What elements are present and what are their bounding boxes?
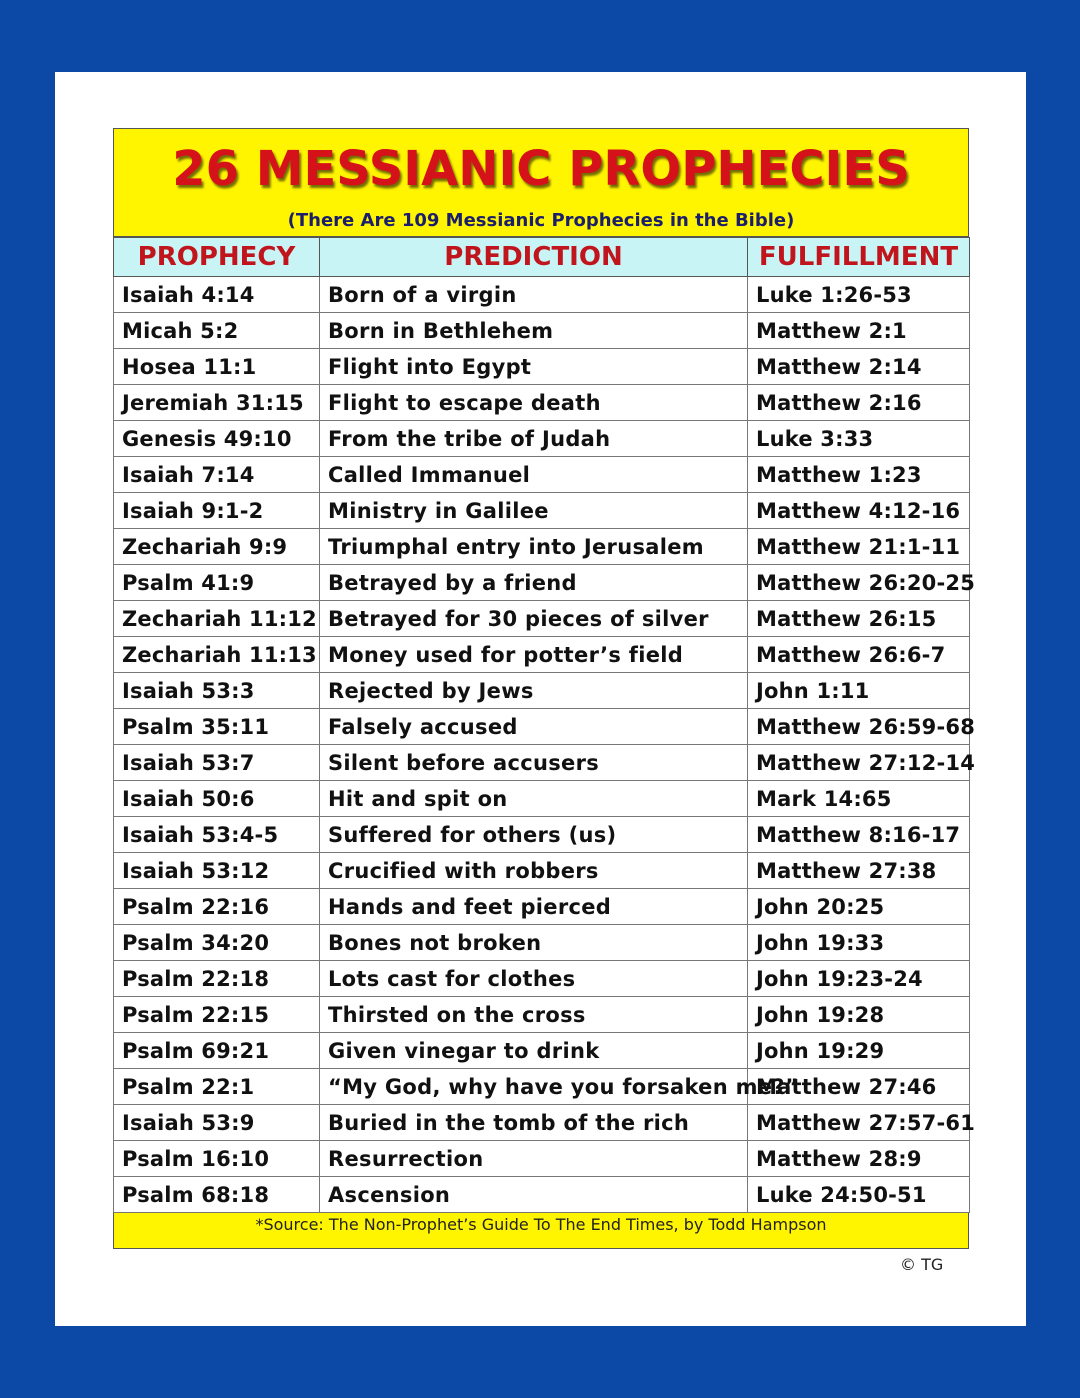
prediction-cell: Lots cast for clothes [320,961,748,997]
fulfillment-cell: John 19:33 [748,925,970,961]
fulfillment-cell: John 19:29 [748,1033,970,1069]
prediction-cell: “My God, why have you forsaken me?” [320,1069,748,1105]
prophecy-cell: Psalm 35:11 [114,709,320,745]
prophecy-cell: Micah 5:2 [114,313,320,349]
prediction-cell: Silent before accusers [320,745,748,781]
prophecy-cell: Genesis 49:10 [114,421,320,457]
fulfillment-cell: Mark 14:65 [748,781,970,817]
prediction-cell: Called Immanuel [320,457,748,493]
prophecy-cell: Psalm 69:21 [114,1033,320,1069]
table-row [114,817,970,853]
column-header-fulfillment: FULFILLMENT [748,238,970,277]
prophecy-cell: Hosea 11:1 [114,349,320,385]
prophecy-cell: Zechariah 9:9 [114,529,320,565]
table-row [114,601,970,637]
table-row [114,637,970,673]
fulfillment-cell: Matthew 27:46 [748,1069,970,1105]
table-row [114,529,970,565]
prophecy-cell: Isaiah 53:3 [114,673,320,709]
fulfillment-cell: John 19:23-24 [748,961,970,997]
prophecy-cell: Isaiah 9:1-2 [114,493,320,529]
fulfillment-cell: John 20:25 [748,889,970,925]
prediction-cell: Resurrection [320,1141,748,1177]
fulfillment-cell: Matthew 1:23 [748,457,970,493]
table-row [114,709,970,745]
prophecy-cell: Psalm 22:18 [114,961,320,997]
prediction-cell: Betrayed for 30 pieces of silver [320,601,748,637]
column-header-prophecy: PROPHECY [114,238,320,277]
prophecy-cell: Psalm 16:10 [114,1141,320,1177]
prophecy-cell: Psalm 22:1 [114,1069,320,1105]
table-row [114,745,970,781]
prediction-cell: Falsely accused [320,709,748,745]
table-row [114,1069,970,1105]
table-row [114,997,970,1033]
fulfillment-cell: Luke 24:50-51 [748,1177,970,1213]
title-banner [113,128,969,237]
table-row [114,385,970,421]
table-row [114,277,970,313]
prediction-cell: Betrayed by a friend [320,565,748,601]
prediction-cell: Money used for potter’s field [320,637,748,673]
fulfillment-cell: Matthew 4:12-16 [748,493,970,529]
prophecy-cell: Jeremiah 31:15 [114,385,320,421]
prediction-cell: Triumphal entry into Jerusalem [320,529,748,565]
prophecy-cell: Isaiah 50:6 [114,781,320,817]
source-footer: *Source: The Non-Prophet’s Guide To The End Times, by Todd Hampson [113,1213,969,1249]
prophecy-cell: Zechariah 11:13 [114,637,320,673]
prediction-cell: Buried in the tomb of the rich [320,1105,748,1141]
column-header-prediction: PREDICTION [320,238,748,277]
fulfillment-cell: Matthew 26:15 [748,601,970,637]
fulfillment-cell: Matthew 2:1 [748,313,970,349]
table-row [114,1177,970,1213]
prediction-cell: Born in Bethlehem [320,313,748,349]
table-row [114,1105,970,1141]
prediction-cell: Ascension [320,1177,748,1213]
fulfillment-cell: Matthew 27:12-14 [748,745,970,781]
table-row [114,961,970,997]
prophecy-cell: Isaiah 4:14 [114,277,320,313]
prediction-cell: From the tribe of Judah [320,421,748,457]
table-row [114,781,970,817]
prediction-cell: Bones not broken [320,925,748,961]
prediction-cell: Flight to escape death [320,385,748,421]
prediction-cell: Flight into Egypt [320,349,748,385]
prophecy-cell: Isaiah 53:12 [114,853,320,889]
fulfillment-cell: Matthew 26:6-7 [748,637,970,673]
table-row [114,313,970,349]
fulfillment-cell: Matthew 28:9 [748,1141,970,1177]
prophecy-cell: Zechariah 11:12 [114,601,320,637]
fulfillment-cell: Luke 1:26-53 [748,277,970,313]
fulfillment-cell: John 19:28 [748,997,970,1033]
table-row [114,421,970,457]
table-row [114,1141,970,1177]
fulfillment-cell: Matthew 26:59-68 [748,709,970,745]
fulfillment-cell: Matthew 27:57-61 [748,1105,970,1141]
table-row [114,565,970,601]
prediction-cell: Ministry in Galilee [320,493,748,529]
fulfillment-cell: Matthew 26:20-25 [748,565,970,601]
page-title: 26 MESSIANIC PROPHECIES [172,141,910,197]
fulfillment-cell: Matthew 21:1-11 [748,529,970,565]
prophecy-table [113,237,976,1213]
prediction-cell: Hands and feet pierced [320,889,748,925]
copyright: © TG [900,1255,944,1274]
fulfillment-cell: Matthew 27:38 [748,853,970,889]
prophecy-cell: Isaiah 7:14 [114,457,320,493]
fulfillment-cell: Matthew 2:14 [748,349,970,385]
table-row [114,853,970,889]
prediction-cell: Crucified with robbers [320,853,748,889]
prediction-cell: Suffered for others (us) [320,817,748,853]
table-row [114,889,970,925]
fulfillment-cell: Luke 3:33 [748,421,970,457]
prophecy-cell: Psalm 34:20 [114,925,320,961]
prophecy-cell: Psalm 41:9 [114,565,320,601]
prophecy-cell: Isaiah 53:7 [114,745,320,781]
table-row [114,925,970,961]
page-subtitle: (There Are 109 Messianic Prophecies in the Bible) [287,210,795,231]
prophecy-cell: Psalm 22:16 [114,889,320,925]
prediction-cell: Hit and spit on [320,781,748,817]
prophecy-cell: Isaiah 53:4-5 [114,817,320,853]
table-row [114,457,970,493]
prediction-cell: Given vinegar to drink [320,1033,748,1069]
table-row [114,673,970,709]
prophecy-chart [113,128,976,1249]
table-row [114,349,970,385]
prophecy-cell: Psalm 22:15 [114,997,320,1033]
prediction-cell: Rejected by Jews [320,673,748,709]
table-header-row [114,238,970,277]
prophecy-cell: Isaiah 53:9 [114,1105,320,1141]
prediction-cell: Thirsted on the cross [320,997,748,1033]
prophecy-cell: Psalm 68:18 [114,1177,320,1213]
table-row [114,493,970,529]
fulfillment-cell: Matthew 8:16-17 [748,817,970,853]
table-row [114,1033,970,1069]
fulfillment-cell: John 1:11 [748,673,970,709]
prediction-cell: Born of a virgin [320,277,748,313]
fulfillment-cell: Matthew 2:16 [748,385,970,421]
